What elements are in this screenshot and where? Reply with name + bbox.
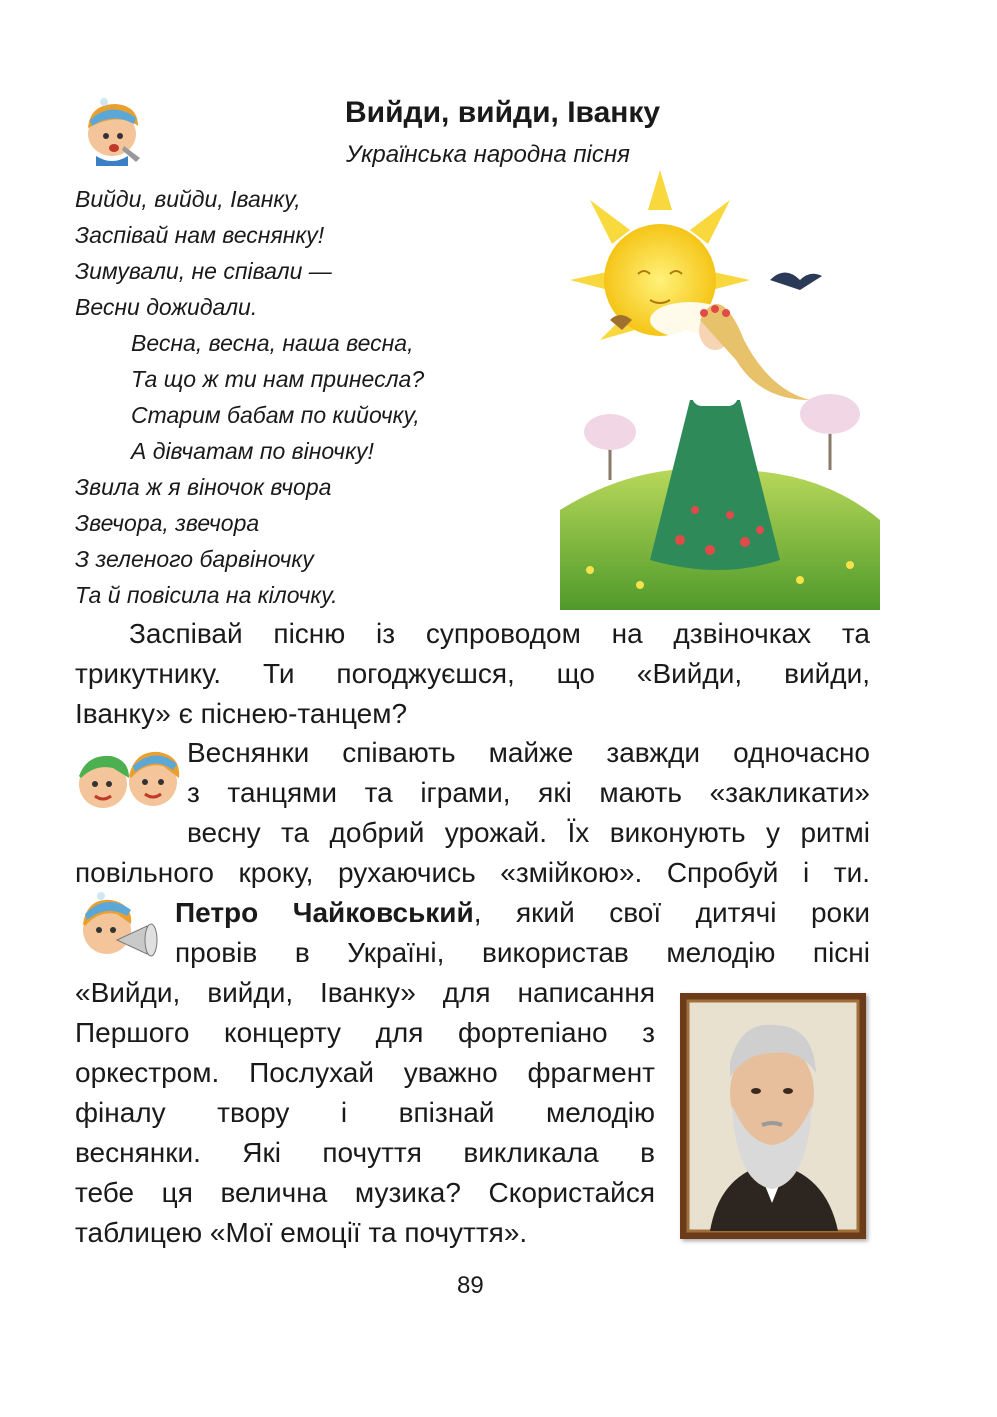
paragraph-line: Заспівай пісню із супроводом на дзвіночках та [129,618,870,649]
paragraph-line: провів в Україні, використав мелодію пісні [175,937,870,968]
trumpet-boy-icon [73,890,163,962]
paragraph-line: трикутнику. Ти погоджуєшся, що «Вийди, вийди, [75,658,870,689]
verse-line: Вийди, вийди, Іванку, [75,186,301,212]
chorus-line: Та що ж ти нам принесла? [131,366,425,392]
verse-line: Звила ж я віночок вчора [75,474,332,500]
page-subtitle: Українська народна пісня [346,141,630,168]
paragraph-line: «Вийди, вийди, Іванку» для написання [75,977,655,1008]
paragraph-line: оркестром. Послухай уважно фрагмент [75,1057,655,1088]
page-number: 89 [457,1272,484,1299]
verse-line: Зимували, не співали — [75,258,332,284]
composer-portrait [680,993,866,1239]
paragraph-line: фіналу твору і впізнай мелодію [75,1097,655,1128]
verse-line: Звечора, звечора [75,510,260,536]
paragraph-line: з танцями та іграми, які мають «закликати» [187,777,870,808]
paragraph-line: тебе ця велична музика? Скористайся [75,1177,655,1208]
paragraph-line: веснянки. Які почуття викликала в [75,1137,655,1168]
chorus-line: А дівчатам по віночку! [131,438,374,464]
verse-line: Заспівай нам веснянку! [75,222,325,248]
page-title: Вийди, вийди, Іванку [345,96,661,129]
paragraph-line: весну та добрий урожай. Їх виконують у ритмі [187,817,870,848]
composer-name: Петро Чайковський [175,897,474,928]
paragraph-line [175,893,870,933]
paragraph-line: таблицею «Мої емоції та почуття». [75,1217,528,1248]
paragraph-line: Веснянки співають майже завжди одночасно [187,737,870,768]
paragraph-vesnianky [75,733,870,893]
paragraph-tchaikovsky-intro [175,893,870,973]
verse-line: З зеленого барвіночку [75,546,314,572]
paragraph-line: Іванку» є піснею-танцем? [75,698,408,729]
paragraph-text: , який свої дитячі роки [473,897,870,928]
paragraph-line: повільного кроку, рухаючись «змійкою». Спробуй і ти. [75,857,870,888]
portrait-image [680,993,866,1239]
spring-girl-illustration [560,170,880,610]
paragraph-line: Першого концерту для фортепіано з [75,1017,655,1048]
paragraph-instruction [75,614,870,734]
chorus-line: Весна, весна, наша весна, [131,330,414,356]
song-verse [75,181,424,613]
paragraph-tchaikovsky [75,973,655,1253]
chorus-line: Старим бабам по кийочку, [131,402,420,428]
verse-line: Весни дожидали. [75,294,258,320]
verse-line: Та й повісила на кілочку. [75,582,338,608]
singing-boy-icon [76,98,150,166]
